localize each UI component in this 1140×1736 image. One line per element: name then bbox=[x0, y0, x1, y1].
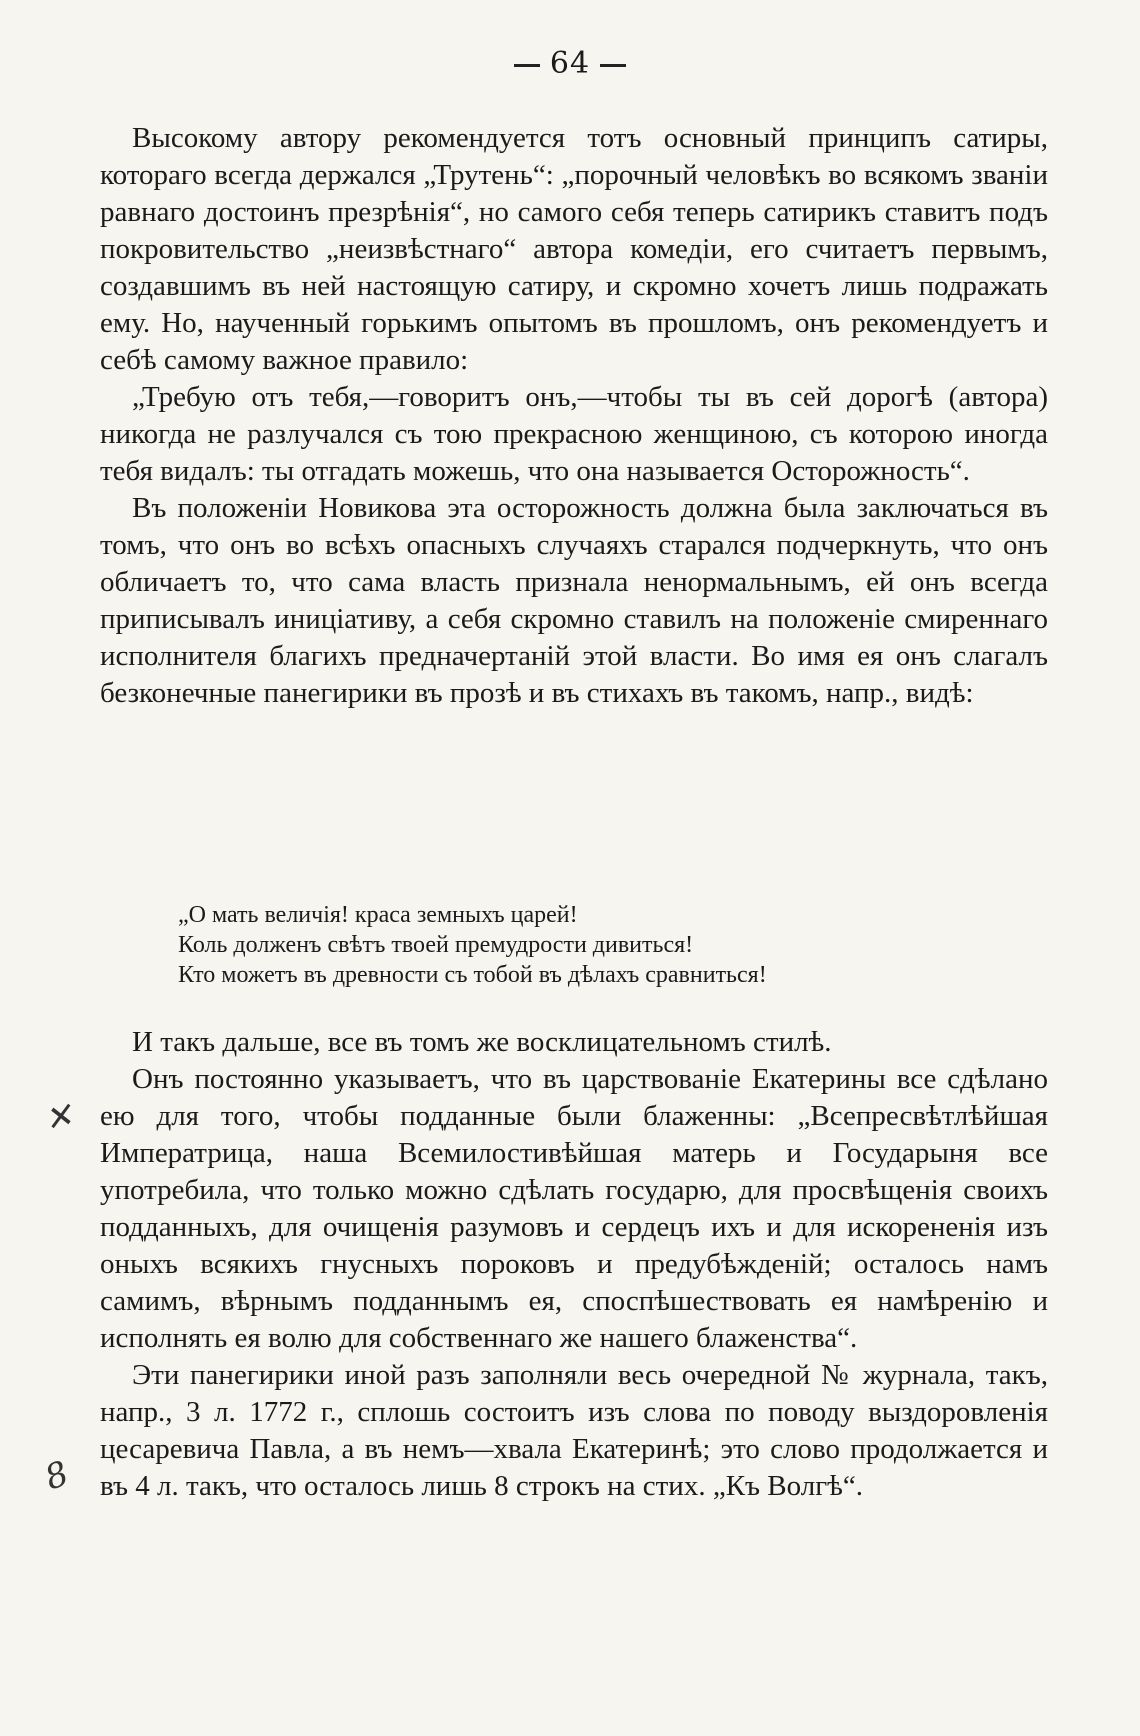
paragraph: Онъ постоянно указываетъ, что въ царствованіе Екатерины все сдѣлано ею для того, чтобы подданные были блаженны: „Всепресвѣтлѣйшая Императрица, наша Всемилостивѣйшая матерь и Государыня все употребила, что только можно сдѣлать государю, для просвѣщенія своихъ подданныхъ, для очищенія разумовъ и сердецъ ихъ и для искорененія изъ оныхъ всякихъ гнусныхъ пороковъ и предубѣжденій; осталось намъ самимъ, вѣрнымъ подданнымъ ея, споспѣшествовать ея намѣренію и исполнять ея волю для собственнаго же нашего блаженства“. bbox=[100, 1063, 1048, 1354]
body-text-top bbox=[100, 120, 1048, 712]
paragraph: „Требую отъ тебя,—говоритъ онъ,—чтобы ты въ сей дорогѣ (автора) никогда не разлучался съ тою прекрасною женщиною, съ которою иногда тебя видалъ: ты отгадать можешь, что она называется Осторожность“. bbox=[100, 381, 1048, 487]
poem-line: Коль долженъ свѣтъ твоей премудрости дивиться! bbox=[178, 932, 694, 958]
page-number bbox=[0, 46, 1140, 81]
poem-line: Кто можетъ въ древности съ тобой въ дѣлахъ сравниться! bbox=[178, 962, 767, 988]
page-number-dash-left bbox=[514, 64, 540, 67]
page-number-dash-right bbox=[600, 64, 626, 67]
page-number-value: 64 bbox=[549, 46, 591, 81]
paragraph: Въ положеніи Новикова эта осторожность должна была заключаться въ томъ, что онъ во всѣхъ опасныхъ случаяхъ старался подчеркнуть, что онъ обличаетъ то, что сама власть признала ненормальнымъ, ей онъ всегда приписывалъ иниціативу, а себя скромно ставилъ на положеніе смиреннаго исполнителя благихъ предначертаній этой власти. Во имя ея онъ слагалъ безконечные панегирики въ прозѣ и въ стихахъ въ такомъ, напр., видѣ: bbox=[100, 492, 1048, 709]
paragraph: Эти панегирики иной разъ заполняли весь очередной № журнала, такъ, напр., 3 л. 1772 г., сплошь состоитъ изъ слова по поводу выздоровленія цесаревича Павла, а въ немъ—хвала Екатеринѣ; это слово продолжается и въ 4 л. такъ, что осталось лишь 8 строкъ на стих. „Къ Волгѣ“. bbox=[100, 1359, 1048, 1502]
margin-handwritten-mark: ✕ bbox=[39, 1094, 78, 1142]
paragraph: Высокому автору рекомендуется тотъ основный принципъ сатиры, котораго всегда держался „Трутень“: „порочный человѣкъ во всякомъ званіи равнаго достоинъ презрѣнія“, но самого себя теперь сатирикъ ставитъ подъ покровительство „неизвѣстнаго“ автора комедіи, его считаетъ первымъ, создавшимъ въ ней настоящую сатиру, и скромно хочетъ лишь подражать ему. Но, наученный горькимъ опытомъ въ прошломъ, онъ рекомендуетъ и себѣ самому важное правило: bbox=[100, 122, 1048, 376]
poem-line: „О мать величія! краса земныхъ царей! bbox=[178, 902, 578, 928]
margin-handwritten-mark: 8 bbox=[39, 1453, 74, 1499]
body-text-bottom bbox=[100, 1024, 1048, 1505]
paragraph: И такъ дальше, все въ томъ же восклицательномъ стилѣ. bbox=[132, 1026, 832, 1058]
poem-quote bbox=[178, 900, 978, 990]
